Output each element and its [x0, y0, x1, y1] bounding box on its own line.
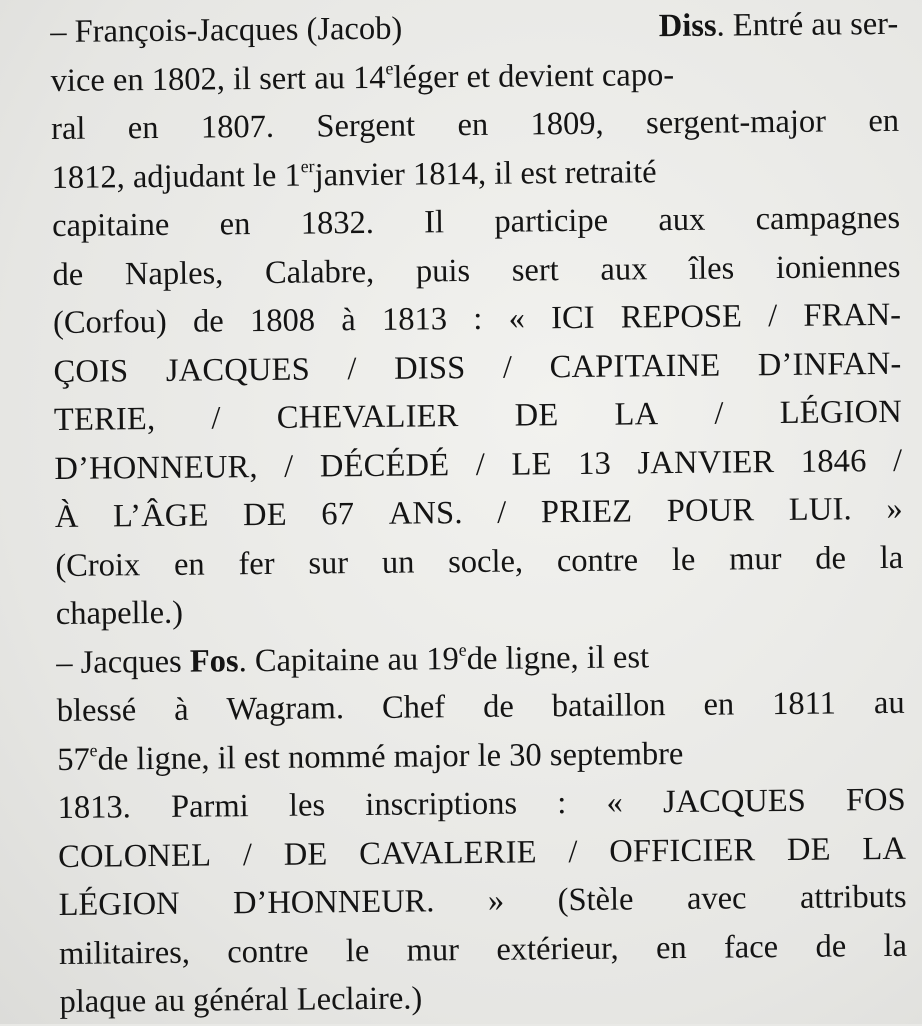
entry-fos-line-7 — [59, 921, 907, 978]
word: de — [815, 927, 847, 965]
word: « — [508, 300, 526, 337]
superscript: e — [458, 639, 467, 660]
word: « — [606, 784, 623, 821]
word: OFFICIER — [609, 831, 756, 870]
word: TERIE, — [53, 401, 156, 438]
word: / — [242, 836, 253, 873]
word: face — [723, 928, 779, 966]
word: le — [671, 541, 696, 578]
text-run: . Capitaine au 19 — [238, 640, 459, 679]
entry-diss-line-10 — [54, 436, 902, 493]
word: sur — [308, 544, 349, 582]
superscript: e — [89, 739, 98, 760]
entry-diss-line-2 — [50, 48, 898, 105]
word: FRAN- — [803, 296, 902, 334]
word: au — [873, 684, 905, 722]
word: un — [381, 544, 415, 581]
word: / — [767, 298, 778, 335]
text-run — [57, 729, 684, 784]
text-run — [51, 148, 656, 202]
entry-fos-line-1 — [56, 630, 904, 687]
word: CHEVALIER — [276, 398, 459, 436]
word: DE — [242, 496, 287, 534]
word: en — [173, 546, 205, 583]
word: Wagram. — [226, 690, 345, 728]
word: de — [52, 256, 84, 293]
text-run: plaque au général Leclaire.) — [59, 980, 423, 1020]
word: sert — [511, 251, 559, 289]
entry-diss-line-4 — [51, 145, 899, 202]
word: JACQUES — [165, 351, 311, 389]
name-bold: Fos — [189, 642, 239, 680]
word: militaires, — [58, 934, 191, 972]
word: DÉCÉDÉ — [319, 446, 450, 484]
word: campagnes — [755, 199, 901, 238]
word: de — [192, 303, 224, 340]
word: CAVALERIE — [358, 833, 537, 872]
entry-name-diss — [659, 0, 899, 51]
word: POUR — [666, 492, 755, 530]
word: avec — [686, 880, 747, 917]
entry-diss-line-12 — [55, 533, 903, 590]
word: puis — [415, 252, 471, 289]
superscript: er — [300, 155, 315, 176]
word: 13 — [577, 445, 612, 482]
word: en — [127, 109, 159, 147]
word: extérieur, — [496, 930, 619, 968]
word: LÉGION — [779, 393, 903, 432]
word: LUI. — [788, 491, 853, 528]
entry-diss-line-1 — [50, 0, 898, 56]
entry-fos-line-4 — [57, 776, 905, 833]
entry-diss-line-8 — [53, 339, 901, 396]
entry-diss-line-5 — [52, 194, 900, 251]
word: 1811 — [771, 685, 837, 723]
word: de — [482, 688, 514, 725]
word: mur — [406, 931, 460, 969]
word: ioniennes — [775, 248, 901, 286]
word: / — [714, 395, 724, 432]
word: / — [211, 400, 221, 437]
word: / — [502, 349, 513, 386]
word: la — [883, 927, 908, 964]
entry-diss-line-13 — [56, 582, 904, 639]
word: ÇOIS — [53, 352, 129, 390]
word: ral — [50, 110, 86, 147]
word: / — [497, 494, 507, 531]
word: mur — [728, 540, 782, 578]
text-run: – François-Jacques (Jacob) — [50, 10, 403, 50]
word: 1832. — [300, 204, 375, 242]
word: DE — [283, 835, 328, 873]
word: » — [487, 882, 505, 919]
word: (Corfou) — [52, 303, 167, 341]
word: / — [568, 833, 578, 870]
word: sergent-major — [645, 103, 827, 142]
word: (Stèle — [557, 881, 634, 919]
word: D’HONNEUR, — [54, 448, 258, 487]
word: DISS — [393, 349, 466, 387]
word: bataillon — [551, 687, 666, 725]
name-bold: Diss — [658, 7, 717, 45]
word: PRIEZ — [540, 493, 633, 531]
word: contre — [556, 541, 639, 579]
text-run: léger et devient capo- — [393, 56, 675, 96]
word: DE — [514, 397, 559, 434]
word: capitaine — [51, 206, 170, 244]
entry-diss-line-3 — [51, 97, 899, 154]
entry-diss-line-9 — [54, 388, 902, 445]
entry-fos-line-6 — [58, 873, 906, 930]
word: Parmi — [170, 788, 249, 825]
word: contre — [227, 933, 309, 970]
word: L’ÂGE — [112, 497, 209, 535]
text-run: . Entré au ser- — [716, 5, 899, 44]
word: LA — [614, 396, 659, 433]
text-run: janvier 1814, il est retraité — [314, 153, 657, 193]
word: les — [288, 787, 326, 824]
word: participe — [494, 202, 609, 240]
word: D’HONNEUR. — [232, 883, 435, 922]
word: / — [347, 350, 357, 387]
entry-diss-line-6 — [52, 242, 900, 299]
word: blessé — [56, 692, 137, 729]
word: 1808 — [249, 302, 316, 340]
text-run: 57 — [57, 741, 90, 778]
word: Calabre, — [264, 253, 375, 291]
word: JACQUES — [662, 782, 806, 821]
word: À — [54, 498, 79, 535]
word: D’INFAN- — [757, 345, 902, 383]
word: Chef — [381, 689, 446, 726]
text-run: vice en 1802, il sert au 14 — [50, 59, 386, 99]
word: / — [475, 446, 486, 483]
word: attributs — [799, 878, 907, 916]
word: la — [879, 539, 904, 576]
text-run: 1812, adjudant le 1 — [51, 157, 301, 196]
word: en — [868, 102, 900, 140]
word: / — [284, 448, 294, 485]
entry-fos-line-5 — [58, 824, 906, 881]
entry-diss-line-11 — [55, 485, 903, 542]
word: REPOSE — [620, 298, 743, 336]
word: à — [173, 691, 189, 728]
superscript: e — [385, 57, 394, 78]
text-run — [50, 51, 674, 105]
word: LÉGION — [58, 885, 180, 923]
word: de — [815, 539, 847, 577]
word: en — [655, 929, 687, 966]
word: 1813 — [381, 301, 448, 338]
word: aux — [658, 201, 706, 239]
word: / — [892, 442, 903, 479]
word: ANS. — [388, 495, 463, 532]
word: ICI — [551, 299, 595, 337]
entry-fos-line-2 — [57, 679, 905, 736]
word: CAPITAINE — [549, 347, 721, 385]
word: » — [886, 490, 903, 527]
word: Sergent — [316, 107, 416, 145]
entry-fos-line-8 — [59, 970, 907, 1026]
body-text — [50, 0, 908, 1026]
word: : — [473, 300, 483, 337]
word: socle, — [448, 542, 524, 580]
word: en — [457, 106, 489, 144]
word: en — [219, 206, 251, 243]
word: 1809, — [530, 105, 604, 143]
word: JANVIER — [637, 443, 775, 481]
word: LE — [511, 445, 552, 483]
entry-diss-line-7 — [53, 291, 901, 348]
text-run: – Jacques — [56, 643, 182, 681]
word: COLONEL — [57, 836, 212, 875]
text-run: de ligne, il est nommé major le 30 septembre — [97, 735, 684, 778]
word: aux — [600, 250, 648, 288]
word: FOS — [845, 781, 906, 819]
word: en — [703, 686, 735, 723]
entry-fos-line-3 — [57, 727, 905, 784]
word: inscriptions — [365, 785, 518, 824]
word: 67 — [321, 496, 355, 533]
word: DE — [786, 831, 831, 868]
word: fer — [238, 545, 275, 582]
word: 1813. — [57, 789, 131, 826]
word: : — [557, 785, 567, 822]
word: à — [341, 302, 356, 339]
word: LA — [862, 830, 907, 867]
word: 1807. — [200, 108, 275, 146]
word: Naples, — [124, 254, 224, 292]
text-run: chapelle.) — [55, 594, 184, 632]
word: Il — [423, 204, 445, 241]
word: îles — [688, 249, 735, 287]
word: (Croix — [55, 546, 141, 584]
text-run — [56, 633, 649, 687]
word: 1846 — [800, 442, 867, 480]
word: le — [345, 932, 370, 969]
text-run: de ligne, il est — [466, 638, 650, 677]
